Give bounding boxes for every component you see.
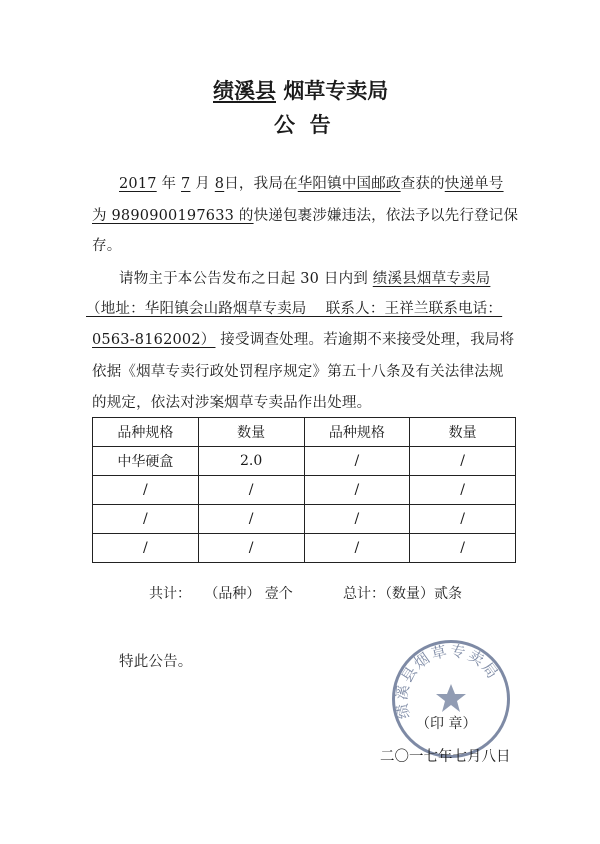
total-left-label: 共计：: [149, 586, 191, 602]
seal-star-icon: [436, 684, 466, 712]
table-row: [93, 534, 516, 563]
table-cell: /: [93, 505, 199, 534]
issue-date: 二〇一七年七月八日: [380, 749, 511, 765]
total-left-value: （品种） 壹个: [204, 586, 293, 602]
closing-text: 特此公告。: [119, 654, 193, 670]
stamp-label: （印 章）: [416, 716, 477, 732]
p2-line5: 的规定，依法对涉案烟草专卖品作出处理。: [92, 395, 372, 411]
total-quantity: [343, 583, 462, 603]
p2-line1: [119, 267, 490, 288]
p1-line3: 存。: [92, 238, 122, 254]
total-varieties: [149, 583, 293, 603]
table-cell: /: [93, 534, 199, 563]
official-seal: [392, 640, 510, 758]
total-right-label: 总计：: [343, 586, 385, 602]
p2-line1-prefix: 请物主于本公告发布之日起 30 日内到: [119, 271, 373, 287]
table-cell: /: [304, 447, 410, 476]
p1-year-suffix: 年: [156, 176, 182, 192]
header-cell: 品种规格: [93, 418, 199, 447]
seized-items-table: [92, 417, 516, 563]
p2-bureau: 绩溪县烟草专卖局: [372, 271, 491, 287]
p2-phone: 0563-8162002）: [92, 332, 216, 348]
table-cell: /: [304, 505, 410, 534]
total-right-value: （数量）贰条: [385, 586, 462, 602]
p2-line3-rest: 接受调查处理。若逾期不来接受处理，我局将: [215, 332, 515, 348]
org-prefix: 绩溪县: [213, 79, 276, 103]
p1-line2: [92, 204, 518, 225]
p2-line3: [92, 328, 514, 349]
table-row: [93, 505, 516, 534]
seal-graphic: [392, 640, 510, 758]
org-name: 烟草专卖局: [283, 79, 389, 103]
seal-ring-text: 绩溪县烟草专卖局: [392, 641, 503, 721]
table-cell: 中华硬盒: [93, 447, 199, 476]
table-cell: /: [198, 534, 304, 563]
table-cell: /: [410, 447, 516, 476]
table-cell: /: [198, 505, 304, 534]
table-row: [93, 447, 516, 476]
table-cell: /: [198, 476, 304, 505]
p1-rest2: 查获的: [400, 176, 445, 192]
p1-location: 华阳镇中国邮政: [297, 176, 401, 192]
org-title: [213, 75, 388, 105]
header-cell: 品种规格: [304, 418, 410, 447]
table-cell: /: [410, 534, 516, 563]
table-cell: /: [304, 476, 410, 505]
table-cell: 2.0: [198, 447, 304, 476]
table-cell: /: [410, 476, 516, 505]
p1-month: 7: [181, 176, 191, 192]
p2-line2: （地址：华阳镇会山路烟草专卖局 联系人：王祥兰联系电话：: [86, 301, 503, 317]
p1-line1: [119, 172, 504, 193]
header-cell: 数量: [198, 418, 304, 447]
table-header-row: [93, 418, 516, 447]
p1-rest1: 日，我局在: [224, 176, 298, 192]
table-cell: /: [410, 505, 516, 534]
p1-day: 8: [214, 176, 225, 192]
table-cell: /: [93, 476, 199, 505]
table-row: [93, 476, 516, 505]
p2-line4: 依据《烟草专卖行政处罚程序规定》第五十八条及有关法律法规: [92, 364, 504, 380]
p1-tracking-number: 为 9890900197633 的: [92, 208, 254, 224]
doc-type-title: 公 告: [274, 113, 331, 137]
p1-month-suffix: 月: [190, 176, 215, 192]
table-cell: /: [304, 534, 410, 563]
p1-line2-rest: 快递包裹涉嫌违法，依法予以先行登记保: [253, 208, 519, 224]
p1-year: 2017: [119, 176, 157, 192]
header-cell: 数量: [410, 418, 516, 447]
p1-tracking-label: 快递单号: [444, 176, 504, 192]
